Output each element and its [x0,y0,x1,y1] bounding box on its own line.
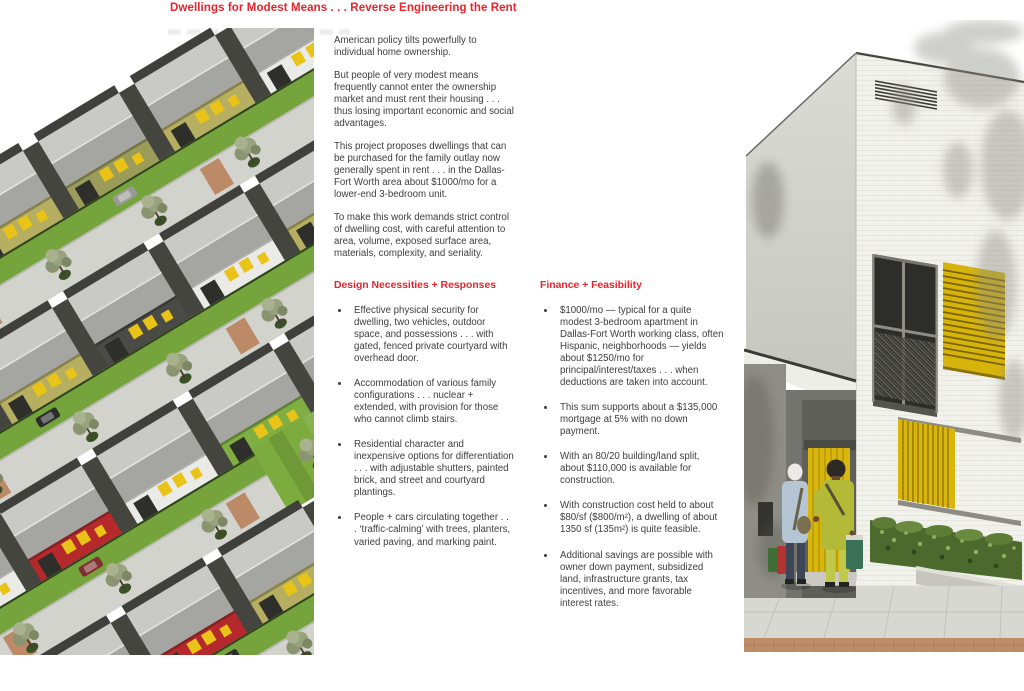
page-title: Dwellings for Modest Means . . . Reverse Engineering the Rent [170,2,517,14]
aerial-housing-rendering [0,28,314,655]
brick-paving [744,638,1024,652]
intro-paragraph: But people of very modest means frequently cannot enter the ownership market and must rent their housing . . . thus losing important economic and social advantages. [334,70,514,130]
intro-paragraph: American policy tilts powerfully to individual home ownership. [334,35,477,59]
intro-paragraph: To make this work demands strict control of dwelling cost, with careful attention to area, volume, exposed surface area, materials, complexity, and seriality. [334,212,509,260]
finance-section-heading: Finance + Feasibility [540,280,642,291]
balcony-window [872,254,938,417]
intro-paragraph: This project proposes dwellings that can be purchased for the family outlay now generally spent in rent . . . in the Dallas-Fort Worth area about $1000/mo for a lower-end 3-bedroom unit. [334,141,507,201]
teal-bag [846,531,863,570]
bullet-item: • With an 80/20 building/land split, about $110,000 is available for construction. [556,451,724,487]
bullet-item: • People + cars circulating together . . . ‘traffic-calming’ with trees, planters, varied paving, and marking paint. [350,512,514,548]
bullet-item: • Additional savings are possible with owner down payment, subsidized land, infrastructure grants, tax incentives, and more favorable interest rates. [556,550,724,610]
design-section-heading: Design Necessities + Responses [334,280,496,291]
street-view-rendering [744,20,1024,655]
intro-text [334,35,518,272]
bullet-item: • $1000/mo — typical for a quite modest 3-bedroom apartment in Dallas-Fort Worth working class, often Hispanic, neighborhoods — yields about $1250/mo for principal/interest/taxes . . . when deductions are taken into account. [556,305,724,389]
bullet-item: • This sum supports about a $135,000 mortgage at 5% with no down payment. [556,402,724,438]
bullet-item: • Effective physical security for dwelling, two vehicles, outdoor space, and possessions . . . with gated, fenced private courtyard with overhead door. [350,305,514,365]
finance-bullet-list [540,305,724,610]
yellow-slat-shutter [898,419,955,509]
bullet-item: • With construction cost held to about $80/sf ($800/m²), a dwelling of about 1350 sf (135m²) is quite feasible. [556,500,724,536]
housing-blocks [0,28,314,655]
bullet-item: • Residential character and inexpensive options for differentiation . . . with adjustable shutters, painted brick, and street and courtyard plantings. [350,439,514,499]
design-bullet-list [334,305,514,549]
finance-section [540,280,724,623]
hair [827,460,846,479]
design-section [334,280,514,562]
bullet-item: • Accommodation of various family configurations . . . nuclear + extended, with provision for those who cannot climb stairs. [350,378,514,426]
headscarf [788,464,803,481]
shoulder-bag [797,516,811,534]
